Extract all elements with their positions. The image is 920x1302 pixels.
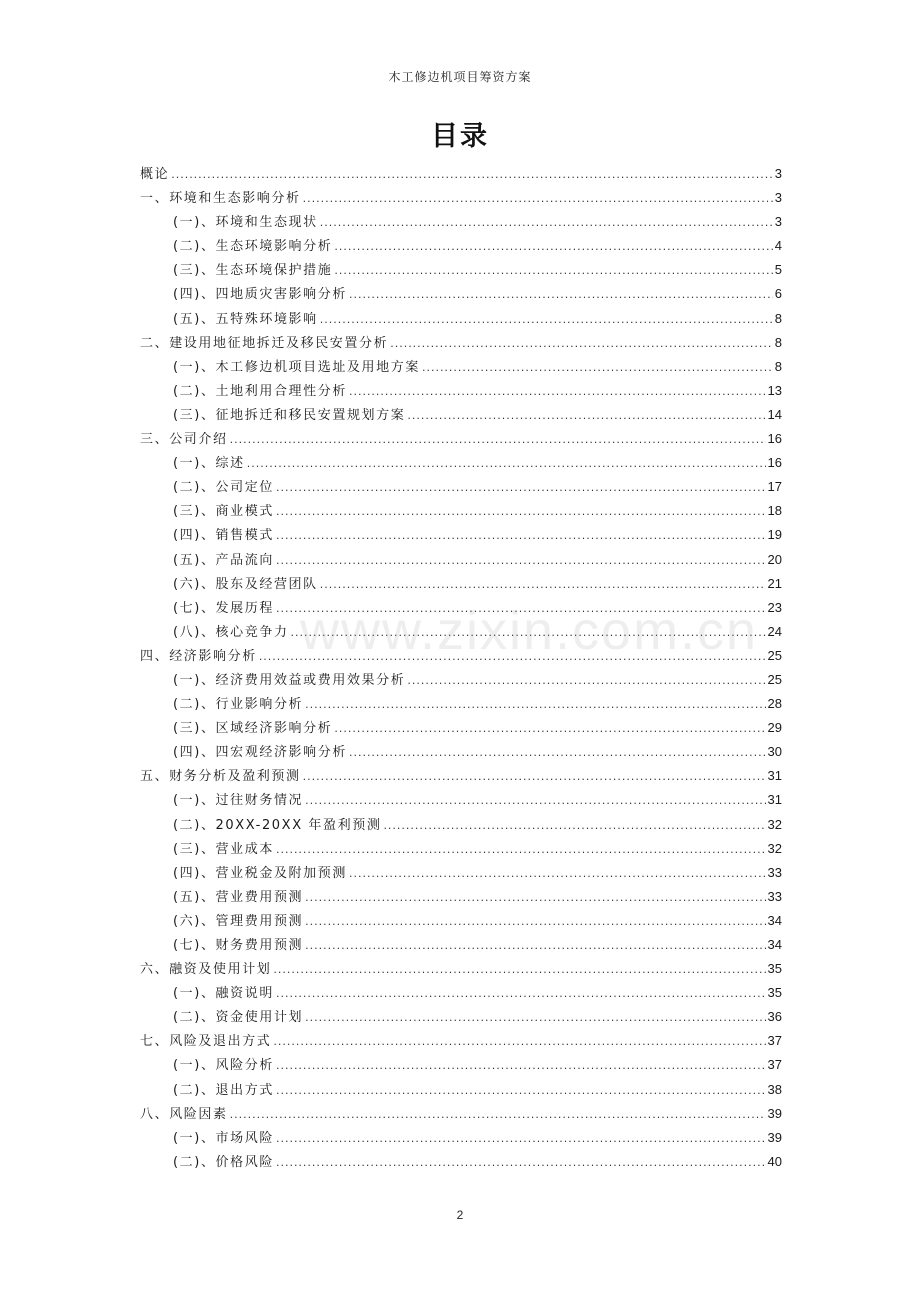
toc-entry-text: (一)、木工修边机项目选址及用地方案 [173, 359, 420, 375]
toc-dot-leader [305, 789, 765, 813]
toc-entry-text: 一、环境和生态影响分析 [140, 191, 301, 207]
toc-dot-leader [383, 814, 765, 838]
table-of-contents [140, 162, 782, 1174]
toc-dot-leader [276, 1054, 766, 1078]
toc-entry-text: (八)、核心竞争力 [173, 624, 289, 640]
toc-dot-leader [259, 645, 766, 669]
toc-entry-text: (三)、征地拆迁和移民安置规划方案 [173, 407, 406, 423]
toc-entry-page: 38 [767, 1081, 782, 1097]
toc-entry[interactable] [140, 1053, 782, 1077]
toc-entry[interactable] [140, 186, 782, 210]
toc-dot-leader [349, 380, 766, 404]
toc-entry[interactable] [140, 909, 782, 933]
toc-entry-text: (三)、营业成本 [173, 841, 274, 857]
toc-entry-text: (七)、财务费用预测 [173, 938, 304, 953]
toc-dot-leader [407, 669, 765, 693]
toc-entry-page: 3 [774, 166, 782, 181]
toc-entry-text: (二)、生态环境影响分析 [173, 239, 333, 255]
toc-entry[interactable] [140, 282, 782, 306]
toc-dot-leader [305, 934, 765, 958]
toc-dot-leader [276, 1127, 766, 1151]
toc-entry[interactable] [140, 1102, 782, 1126]
toc-entry-page: 31 [767, 792, 782, 808]
toc-entry-page: 8 [774, 334, 782, 350]
toc-entry[interactable] [140, 1005, 782, 1029]
toc-dot-leader [230, 1103, 766, 1127]
toc-dot-leader [305, 693, 765, 717]
toc-entry-page: 40 [767, 1153, 782, 1169]
toc-entry[interactable] [140, 644, 782, 668]
toc-entry[interactable] [140, 307, 782, 331]
toc-entry[interactable] [140, 548, 782, 572]
toc-dot-leader [276, 500, 766, 524]
toc-entry-text: 八、风险因素 [140, 1106, 228, 1122]
toc-entry-text: (二)、退出方式 [173, 1082, 274, 1098]
toc-dot-leader [305, 910, 765, 934]
toc-entry-page: 8 [774, 358, 782, 374]
watermark: www.zixin.com.cn [300, 601, 759, 661]
toc-entry-page: 4 [774, 238, 782, 254]
toc-entry-text: (二)、20XX-20XX 年盈利预测 [173, 817, 382, 833]
toc-entry[interactable] [140, 403, 782, 427]
toc-entry[interactable] [140, 1029, 782, 1053]
toc-entry[interactable] [140, 1150, 782, 1174]
toc-entry-text: (二)、土地利用合理性分析 [173, 383, 347, 399]
toc-entry[interactable] [140, 451, 782, 475]
toc-dot-leader [247, 452, 766, 476]
toc-entry-page: 35 [767, 961, 782, 977]
toc-entry[interactable] [140, 1126, 782, 1150]
toc-dot-leader [320, 211, 773, 235]
toc-entry[interactable] [140, 523, 782, 547]
toc-entry-text: 概论 [140, 167, 170, 182]
toc-entry[interactable] [140, 234, 782, 258]
toc-dot-leader [407, 404, 765, 428]
toc-dot-leader [276, 982, 766, 1006]
toc-entry-text: (六)、管理费用预测 [173, 913, 304, 929]
toc-entry-text: (一)、过往财务情况 [173, 793, 304, 809]
toc-entry[interactable] [140, 716, 782, 740]
toc-entry-text: (一)、经济费用效益或费用效果分析 [173, 672, 406, 688]
page-number: 2 [456, 1208, 464, 1222]
toc-entry-text: 三、公司介绍 [140, 432, 228, 448]
toc-entry-page: 33 [767, 888, 782, 904]
toc-dot-leader [349, 741, 766, 765]
toc-dot-leader [276, 524, 766, 548]
toc-entry-text: (二)、资金使用计划 [173, 1010, 304, 1026]
toc-entry-text: (五)、营业费用预测 [173, 889, 304, 905]
toc-entry[interactable] [140, 981, 782, 1005]
toc-entry-page: 14 [767, 406, 782, 422]
toc-entry-page: 33 [767, 864, 782, 880]
toc-entry-page: 29 [767, 720, 782, 736]
toc-entry-text: (二)、价格风险 [173, 1154, 274, 1170]
running-header: 木工修边机项目筹资方案 [388, 70, 532, 84]
toc-entry-text: (四)、销售模式 [173, 528, 274, 544]
toc-entry-page: 36 [767, 1009, 782, 1025]
toc-dot-leader [320, 573, 766, 597]
toc-entry[interactable] [140, 788, 782, 812]
toc-dot-leader [390, 332, 773, 356]
toc-entry[interactable] [140, 885, 782, 909]
toc-entry-page: 16 [767, 455, 782, 471]
toc-dot-leader [349, 862, 766, 886]
toc-dot-leader [276, 838, 766, 862]
toc-entry[interactable] [140, 499, 782, 523]
toc-entry-page: 3 [774, 214, 782, 230]
toc-entry-text: 六、融资及使用计划 [140, 962, 272, 978]
toc-entry-page: 23 [767, 599, 782, 615]
toc-entry[interactable] [140, 861, 782, 885]
toc-entry-page: 18 [767, 503, 782, 519]
toc-entry-page: 30 [767, 744, 782, 760]
toc-entry-page: 6 [774, 286, 782, 302]
toc-entry-text: (一)、环境和生态现状 [173, 215, 318, 231]
toc-entry-page: 37 [767, 1033, 782, 1049]
toc-dot-leader [303, 765, 766, 789]
toc-dot-leader [171, 163, 773, 187]
toc-entry-text: 二、建设用地征地拆迁及移民安置分析 [140, 335, 389, 351]
toc-entry-page: 5 [774, 262, 782, 278]
toc-entry-page: 39 [767, 1105, 782, 1121]
toc-entry-text: (一)、融资说明 [173, 986, 274, 1002]
toc-entry[interactable] [140, 475, 782, 499]
toc-entry[interactable] [140, 837, 782, 861]
toc-entry-text: (五)、五特殊环境影响 [173, 311, 318, 327]
toc-entry-text: (七)、发展历程 [173, 600, 274, 616]
toc-entry-page: 17 [767, 479, 782, 495]
toc-dot-leader [334, 259, 772, 283]
toc-dot-leader [276, 476, 766, 500]
toc-entry-text: (四)、四宏观经济影响分析 [173, 745, 347, 761]
toc-entry-text: 四、经济影响分析 [140, 648, 257, 664]
toc-entry-text: (三)、区域经济影响分析 [173, 721, 333, 737]
toc-dot-leader [305, 1006, 765, 1030]
toc-dot-leader [276, 1079, 766, 1103]
toc-dot-leader [320, 308, 773, 332]
toc-dot-leader [305, 886, 765, 910]
toc-entry-text: (四)、营业税金及附加预测 [173, 865, 347, 881]
toc-entry-page: 32 [767, 816, 782, 832]
toc-entry[interactable] [140, 692, 782, 716]
toc-entry[interactable] [140, 355, 782, 379]
toc-entry-page: 19 [767, 527, 782, 543]
toc-entry-text: (五)、产品流向 [173, 552, 274, 568]
toc-entry[interactable] [140, 957, 782, 981]
toc-entry[interactable] [140, 258, 782, 282]
toc-entry-text: (三)、生态环境保护措施 [173, 263, 333, 279]
toc-entry-page: 13 [767, 382, 782, 398]
toc-entry-page: 8 [774, 310, 782, 326]
toc-entry[interactable] [140, 668, 782, 692]
toc-dot-leader [422, 356, 773, 380]
page-title: 目录 [431, 121, 489, 152]
toc-entry-page: 39 [767, 1129, 782, 1145]
toc-dot-leader [349, 283, 773, 307]
toc-entry-text: (一)、市场风险 [173, 1130, 274, 1146]
toc-entry-text: 七、风险及退出方式 [140, 1034, 272, 1050]
toc-entry[interactable] [140, 933, 782, 957]
toc-entry-text: (二)、公司定位 [173, 480, 274, 496]
toc-entry-page: 34 [767, 912, 782, 928]
toc-entry-page: 28 [767, 696, 782, 712]
toc-entry[interactable] [140, 596, 782, 620]
toc-entry[interactable] [140, 331, 782, 355]
toc-entry[interactable] [140, 1078, 782, 1102]
toc-dot-leader [334, 235, 772, 259]
toc-entry-page: 20 [767, 551, 782, 567]
toc-entry-text: (六)、股东及经营团队 [173, 576, 318, 592]
toc-entry-page: 37 [767, 1057, 782, 1073]
toc-entry[interactable] [140, 162, 782, 186]
toc-entry-text: 五、财务分析及盈利预测 [140, 769, 301, 785]
toc-entry-page: 34 [767, 937, 782, 952]
toc-entry-page: 25 [767, 671, 782, 687]
toc-dot-leader [334, 717, 765, 741]
toc-dot-leader [276, 1151, 766, 1175]
toc-entry-text: (一)、综述 [173, 456, 245, 472]
toc-entry[interactable] [140, 813, 782, 837]
toc-entry-page: 21 [767, 575, 782, 591]
toc-entry-page: 32 [767, 840, 782, 856]
toc-entry-text: (一)、风险分析 [173, 1058, 274, 1074]
toc-dot-leader [276, 597, 766, 621]
toc-entry-page: 35 [767, 985, 782, 1001]
toc-entry-page: 16 [767, 431, 782, 447]
toc-dot-leader [273, 958, 765, 982]
toc-entry[interactable] [140, 572, 782, 596]
toc-entry[interactable] [140, 379, 782, 403]
toc-entry-page: 31 [767, 768, 782, 784]
toc-entry-text: (三)、商业模式 [173, 504, 274, 520]
toc-entry-page: 25 [767, 647, 782, 663]
toc-entry-page: 24 [767, 623, 782, 639]
toc-dot-leader [303, 187, 773, 211]
toc-entry-page: 3 [774, 190, 782, 206]
toc-dot-leader [276, 549, 766, 573]
toc-entry[interactable] [140, 620, 782, 644]
toc-entry-text: (四)、四地质灾害影响分析 [173, 287, 347, 303]
toc-entry[interactable] [140, 427, 782, 451]
toc-dot-leader [291, 621, 766, 645]
toc-entry-text: (二)、行业影响分析 [173, 697, 304, 713]
toc-dot-leader [230, 428, 766, 452]
toc-entry[interactable] [140, 740, 782, 764]
toc-entry[interactable] [140, 764, 782, 788]
toc-entry[interactable] [140, 210, 782, 234]
toc-dot-leader [273, 1030, 765, 1054]
